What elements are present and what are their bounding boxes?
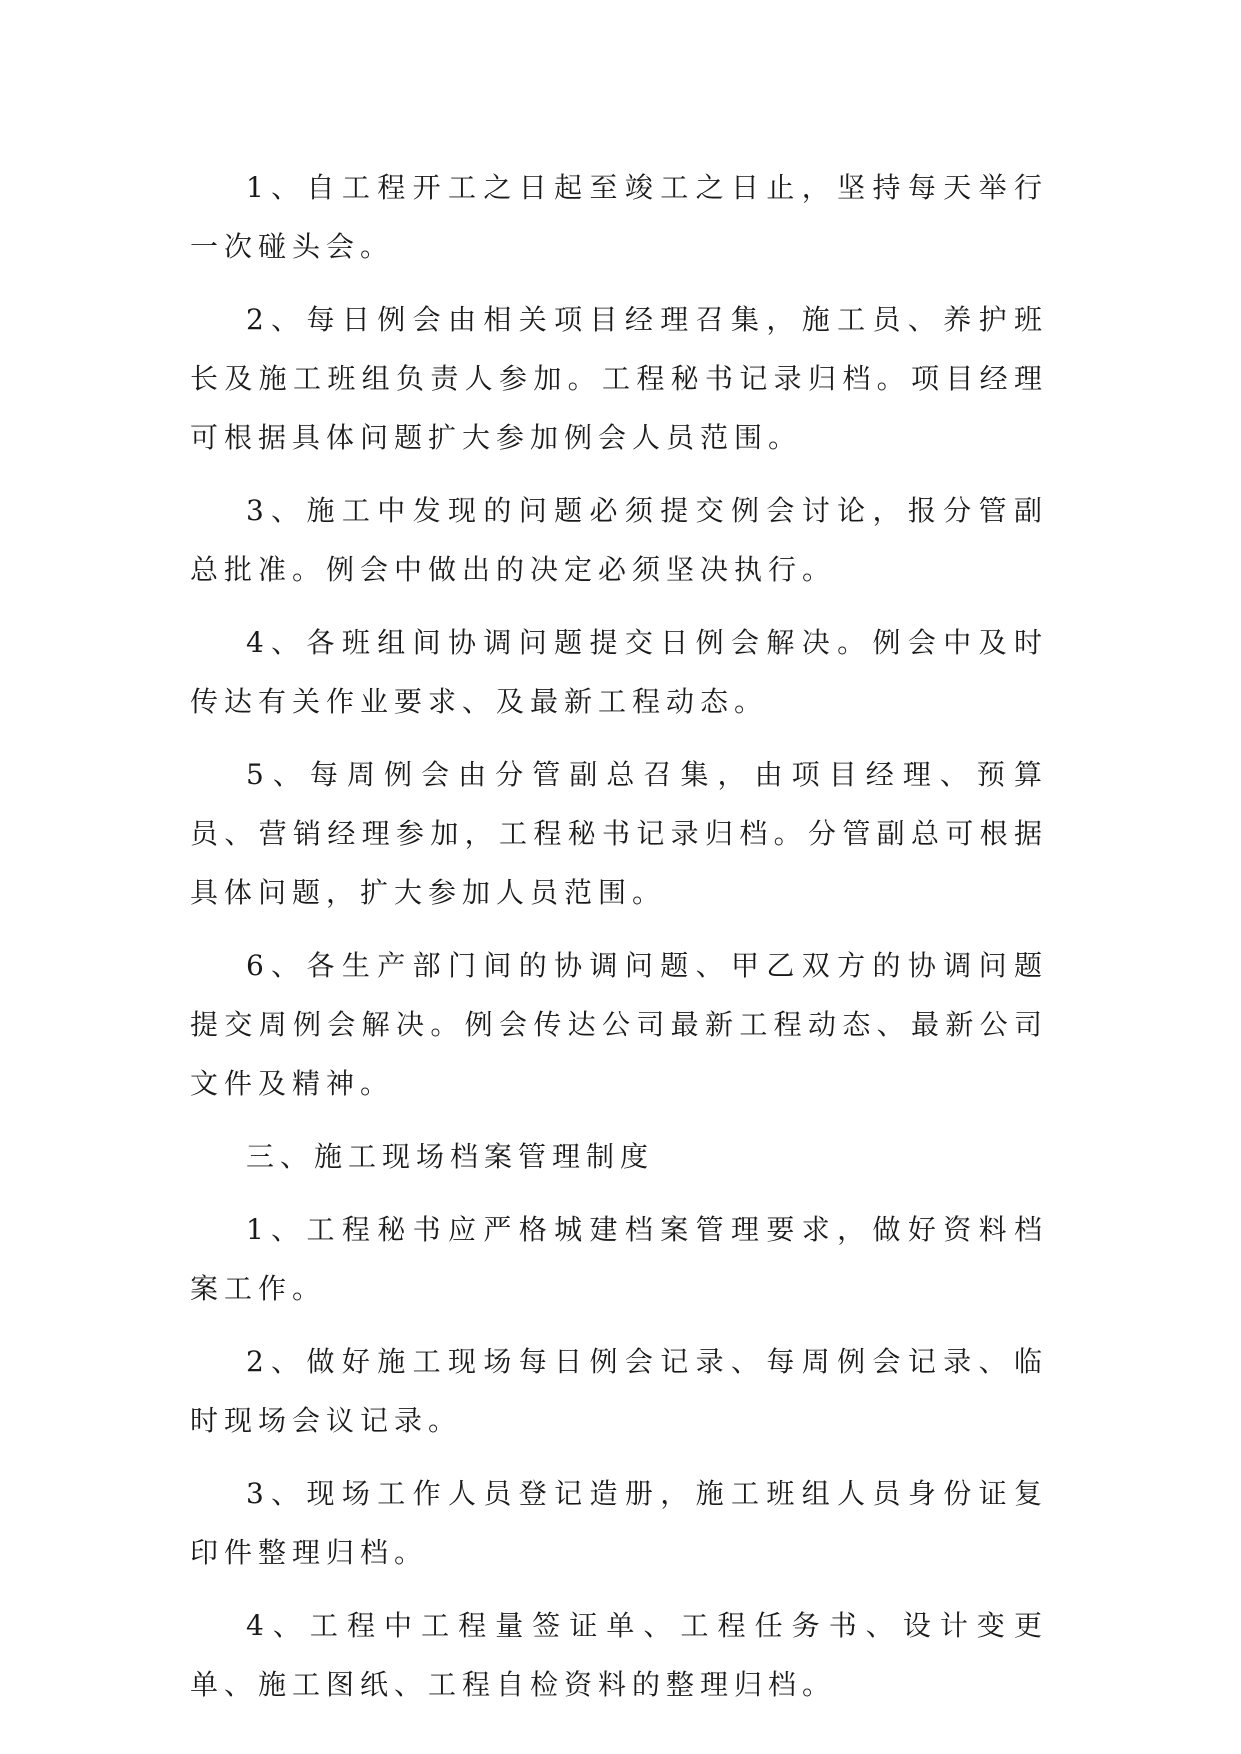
section-heading-archive-management: 三、施工现场档案管理制度	[246, 1140, 655, 1173]
paragraph-daily-meeting-participants: 2、每日例会由相关项目经理召集，施工员、养护班长及施工班组负责人参加。工程秘书记录归档。项目经理可根据具体问题扩大参加例会人员范围。	[190, 303, 1048, 454]
paragraph-weekly-meeting: 5、每周例会由分管副总召集，由项目经理、预算员、营销经理参加，工程秘书记录归档。分管副总可根据具体问题，扩大参加人员范围。	[190, 758, 1048, 909]
paragraph-archive-requirements: 1、工程秘书应严格城建档案管理要求，做好资料档案工作。	[190, 1213, 1048, 1305]
paragraph-daily-meeting-rule: 1、自工程开工之日起至竣工之日止，坚持每天举行一次碰头会。	[190, 171, 1048, 263]
paragraph-department-coordination: 6、各生产部门间的协调问题、甲乙双方的协调问题提交周例会解决。例会传达公司最新工程动态、最新公司文件及精神。	[190, 949, 1048, 1100]
paragraph-engineering-documents: 4、工程中工程量签证单、工程任务书、设计变更单、施工图纸、工程自检资料的整理归档。	[190, 1609, 1048, 1701]
paragraph-personnel-registration: 3、现场工作人员登记造册，施工班组人员身份证复印件整理归档。	[190, 1477, 1048, 1569]
paragraph-meeting-records: 2、做好施工现场每日例会记录、每周例会记录、临时现场会议记录。	[190, 1345, 1048, 1437]
paragraph-team-coordination: 4、各班组间协调问题提交日例会解决。例会中及时传达有关作业要求、及最新工程动态。	[190, 626, 1048, 718]
paragraph-issue-discussion: 3、施工中发现的问题必须提交例会讨论，报分管副总批准。例会中做出的决定必须坚决执行。	[190, 494, 1048, 586]
document-body	[190, 158, 1048, 1728]
